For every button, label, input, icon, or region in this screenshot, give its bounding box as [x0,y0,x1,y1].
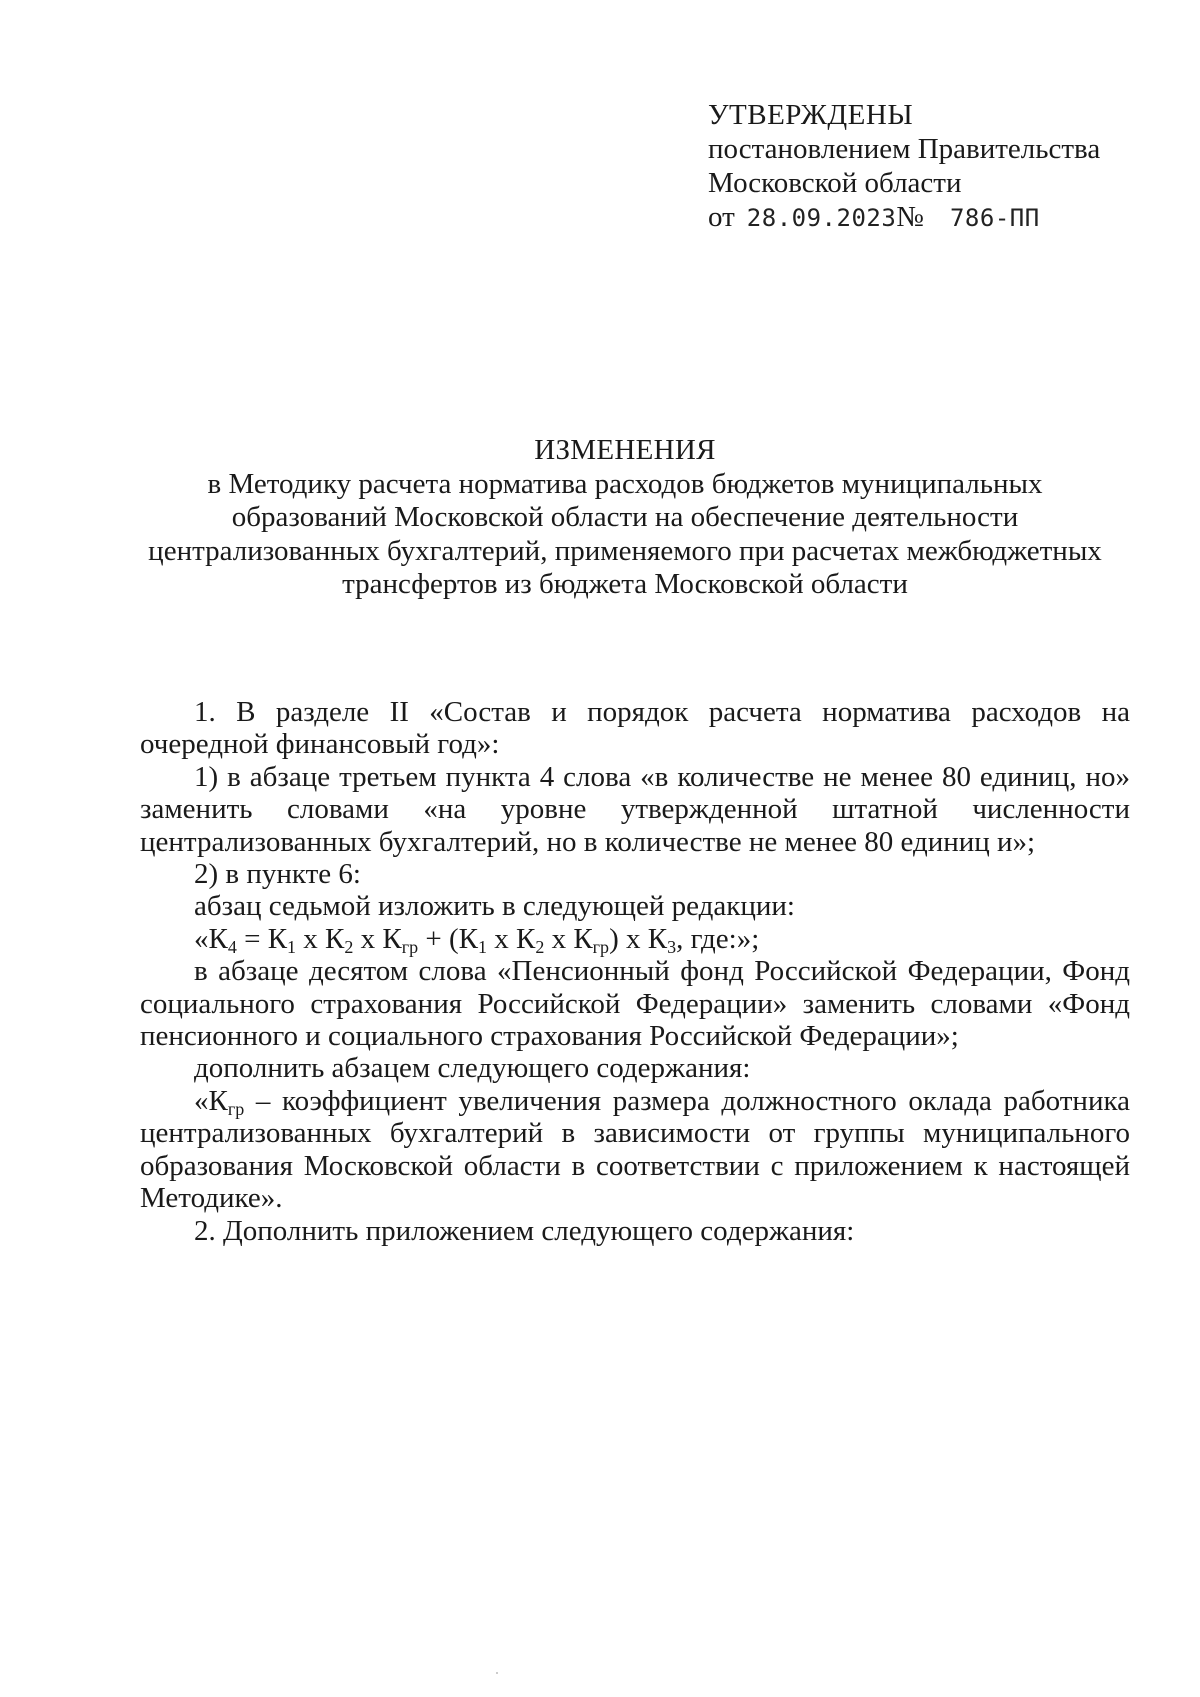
document-title-block [140,434,1110,602]
scan-speck [496,1672,498,1674]
title-line-4: трансфертов из бюджета Московской области [342,568,908,600]
paragraph-7: дополнить абзацем следующего содержания: [194,1052,751,1085]
approval-block [708,98,1100,235]
title-line-1: в Методику расчета норматива расходов бюджетов муниципальных [207,467,1043,500]
formula-paragraph: «$К_4 = К_1$ x $К_2$ x $К_{гр} + (К_1$ x $К_2$ x $К_{гр}$) x $К_3$, где:»; [194,922,760,957]
paragraph-6: в абзаце десятом слова «Пенсионный фонд Российской Федерации, Фонд социального страхования Российской Федерации» заменить словами «Фонд пенсионного и социального страхования Российской Федерации»; [140,955,1130,1053]
date-prefix: от [708,201,735,233]
date-stamp: 28.09.2023 [746,204,897,232]
approval-heading: УТВЕРЖДЕНЫ [708,99,914,131]
paragraph-3: 2) в пункте 6: [194,858,361,891]
number-stamp: 786-ПП [949,204,1040,232]
approval-line-2: Московской области [708,167,962,199]
approval-date-line [708,200,1100,235]
document-title: ИЗМЕНЕНИЯ [534,434,716,466]
paragraph-2: 1) в абзаце третьем пункта 4 слова «в количестве не менее 80 единиц, но» заменить словами «на уровне утвержденной штатной численности централизованных бухгалтерий, но в количестве не менее 80 единиц и»; [140,760,1130,858]
title-line-3: централизованных бухгалтерий, применяемого при расчетах межбюджетных [148,534,1102,567]
paragraph-4: абзац седьмой изложить в следующей редакции: [194,890,795,923]
number-sign: № [896,201,924,233]
paragraph-8: «$К_{гр}$ – коэффициент увеличения размера должностного оклада работника централизованных бухгалтерий в зависимости от группы муниципального образования Московской области в соответствии с приложением к настоящей Методике». [140,1084,1130,1215]
document-body [140,696,1130,1247]
approval-line-1: постановлением Правительства [708,133,1101,165]
paragraph-1: 1. В разделе II «Состав и порядок расчета норматива расходов на очередной финансовый год»: [140,696,1130,761]
title-line-2: образований Московской области на обеспечение деятельности [231,501,1019,533]
paragraph-9: 2. Дополнить приложением следующего содержания: [194,1214,855,1247]
